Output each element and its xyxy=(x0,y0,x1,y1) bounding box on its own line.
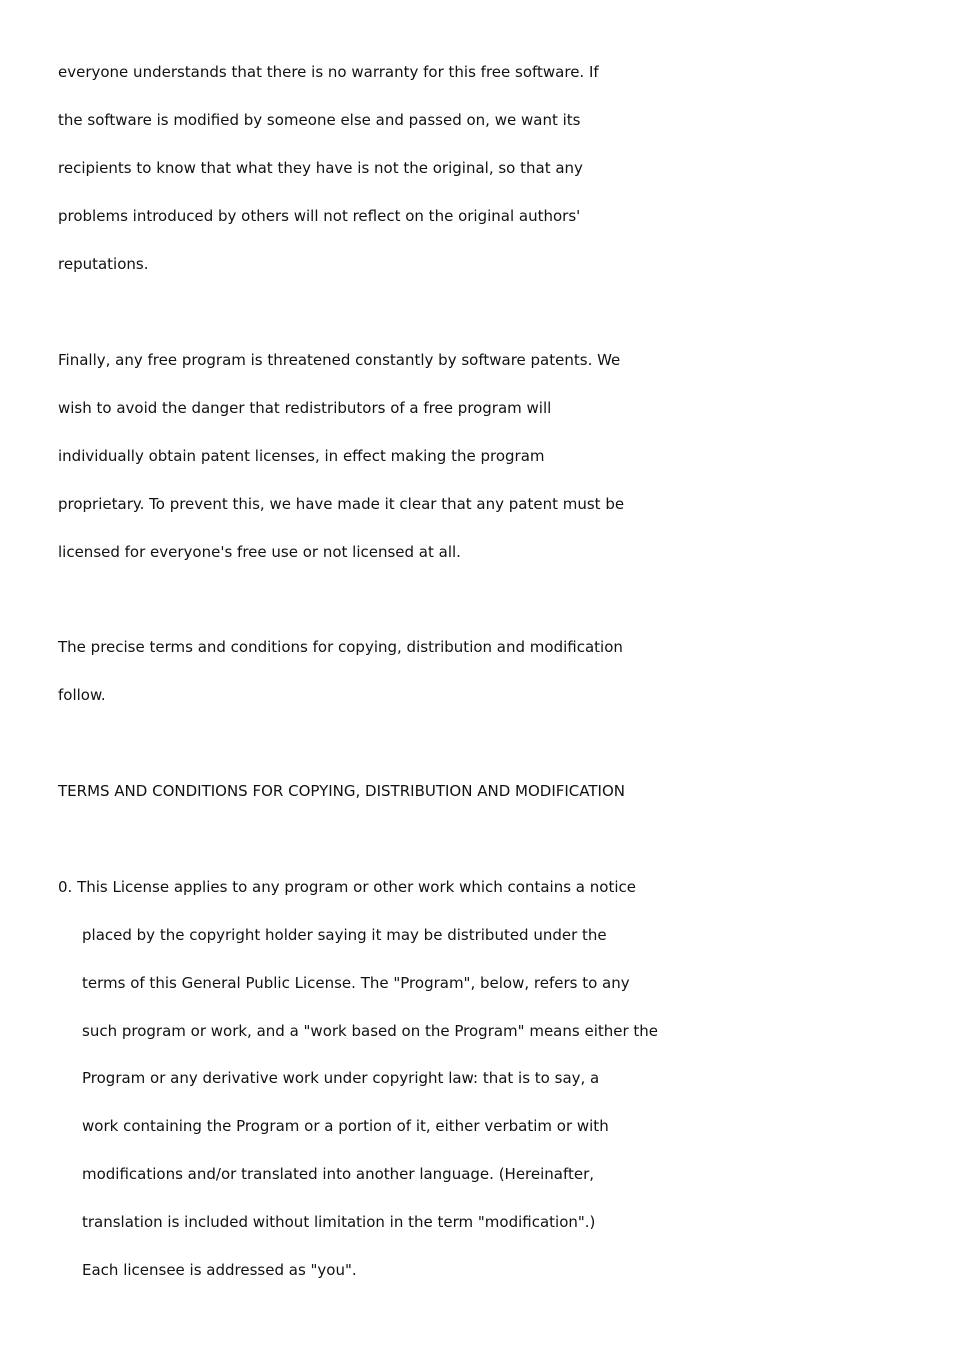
clause-line: work containing the Program or a portion of it, either verbatim or with xyxy=(82,1117,609,1135)
text-line: everyone understands that there is no warranty for this free software. If xyxy=(58,63,599,81)
clause-line: placed by the copyright holder saying it may be distributed under the xyxy=(82,926,607,944)
text-line: Finally, any free program is threatened constantly by software patents. We xyxy=(58,351,621,369)
text-line: problems introduced by others will not reflect on the original authors' xyxy=(58,207,581,225)
clause-line: modifications and/or translated into another language. (Hereinafter, xyxy=(82,1165,595,1183)
clause-line: translation is included without limitation in the term "modification".) xyxy=(82,1213,596,1231)
clause-line: Each licensee is addressed as "you". xyxy=(82,1261,357,1279)
clause-line: such program or work, and a "work based on the Program" means either the xyxy=(82,1022,659,1040)
section-heading: TERMS AND CONDITIONS FOR COPYING, DISTRIBUTION AND MODIFICATION xyxy=(58,782,625,800)
text-line: licensed for everyone's free use or not licensed at all. xyxy=(58,543,461,561)
text-line: wish to avoid the danger that redistributors of a free program will xyxy=(58,399,552,417)
clause-line: Program or any derivative work under copyright law: that is to say, a xyxy=(82,1069,600,1087)
clause-line: terms of this General Public License. The "Program", below, refers to any xyxy=(82,974,630,992)
text-line: proprietary. To prevent this, we have made it clear that any patent must be xyxy=(58,495,625,513)
clause-line: 0. This License applies to any program or other work which contains a notice xyxy=(58,878,636,896)
text-line: individually obtain patent licenses, in effect making the program xyxy=(58,447,545,465)
text-line: recipients to know that what they have is not the original, so that any xyxy=(58,159,583,177)
text-line: the software is modified by someone else and passed on, we want its xyxy=(58,111,581,129)
text-line: reputations. xyxy=(58,255,149,273)
text-line: The precise terms and conditions for copying, distribution and modification xyxy=(58,638,623,656)
text-line: follow. xyxy=(58,686,106,704)
